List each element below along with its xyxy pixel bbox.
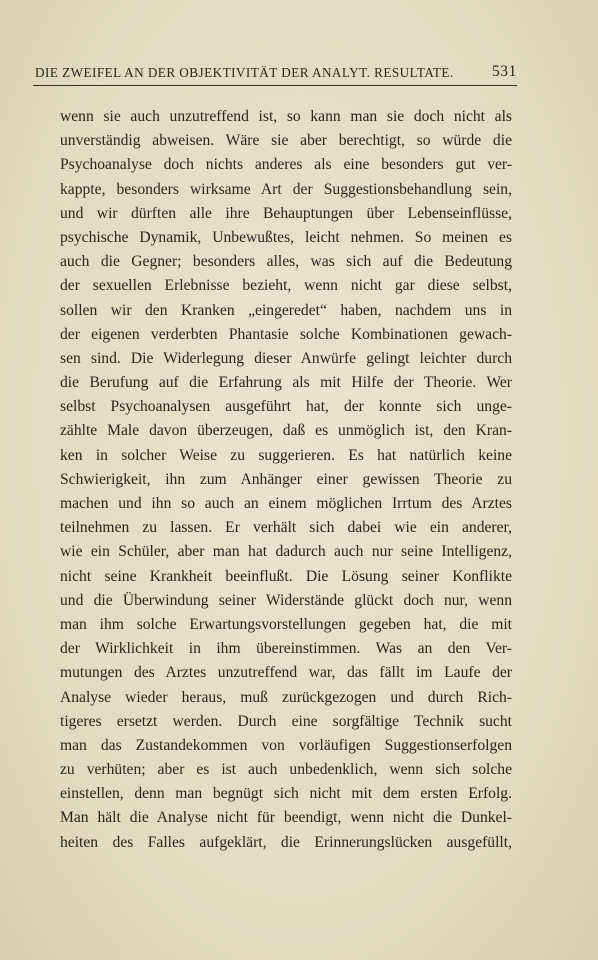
text-line: unverständig abweisen. Wäre sie aber berechtigt, so würde die: [60, 132, 512, 150]
text-line: sen sind. Die Widerlegung dieser Anwürfe gelingt leichter durch: [60, 349, 512, 367]
text-line: Psychoanalyse doch nichts anderes als eine besonders gut ver-: [60, 156, 512, 174]
text-line: wie ein Schüler, aber man hat dadurch auch nur seine Intelligenz,: [60, 543, 512, 561]
text-line: die Berufung auf die Erfahrung als mit Hilfe der Theorie. Wer: [60, 374, 512, 392]
text-line: Schwierigkeit, ihn zum Anhänger einer gewissen Theorie zu: [60, 470, 512, 488]
text-line: tigeres ersetzt werden. Durch eine sorgfältige Technik sucht: [60, 712, 512, 730]
text-line: machen und ihn so auch an einem möglichen Irrtum des Arztes: [60, 495, 512, 512]
text-line: und die Überwindung seiner Widerstände glückt doch nur, wenn: [60, 591, 512, 609]
text-line: man ihm solche Erwartungsvorstellungen gegeben hat, die mit: [60, 615, 512, 633]
running-title: DIE ZWEIFEL AN DER OBJEKTIVITÄT DER ANALYT. RESULTATE.: [35, 65, 454, 80]
text-line: selbst Psychoanalysen ausgeführt hat, der konnte sich unge-: [60, 398, 512, 416]
text-line: zu verhüten; aber es ist auch unbedenklich, wenn sich solche: [60, 761, 512, 779]
text-line: auch die Gegner; besonders alles, was sich auf die Bedeutung: [60, 253, 512, 271]
body-text: [60, 105, 512, 855]
text-line: kappte, besonders wirksame Art der Suggestionsbehandlung sein,: [60, 180, 512, 198]
text-line: nicht seine Krankheit beeinflußt. Die Lösung seiner Konflikte: [60, 567, 512, 585]
text-line: und wir dürften alle ihre Behauptungen über Lebenseinflüsse,: [60, 204, 512, 222]
text-line: zählte Male davon überzeugen, daß es unmöglich ist, den Kran-: [60, 422, 512, 440]
text-line: der sexuellen Erlebnisse bezieht, wenn nicht gar diese selbst,: [60, 277, 512, 295]
text-line: wenn sie auch unzutreffend ist, so kann man sie doch nicht als: [60, 108, 512, 125]
text-line: teilnehmen zu lassen. Er verhält sich dabei wie ein anderer,: [60, 519, 512, 537]
header-rule: [33, 85, 517, 86]
text-line: der eigenen verderbten Phantasie solche Kombinationen gewach-: [60, 325, 512, 343]
text-line: der Wirklichkeit in ihm übereinstimmen. Was an den Ver-: [60, 640, 512, 658]
text-line: Analyse wieder heraus, muß zurückgezogen und durch Rich-: [60, 688, 512, 706]
text-line: heiten des Falles aufgeklärt, die Erinnerungslücken ausgefüllt,: [60, 833, 512, 851]
text-line: einstellen, denn man begnügt sich nicht mit dem ersten Erfolg.: [60, 785, 512, 803]
text-line: Man hält die Analyse nicht für beendigt, wenn nicht die Dunkel-: [60, 809, 512, 827]
text-line: mutungen des Arztes unzutreffend war, das fällt im Laufe der: [60, 664, 512, 682]
text-line: sollen wir den Kranken „eingeredet“ haben, nachdem uns in: [60, 301, 512, 319]
running-head: [35, 62, 517, 82]
text-line: psychische Dynamik, Unbewußtes, leicht nehmen. So meinen es: [60, 228, 512, 246]
text-line: ken in solcher Weise zu suggerieren. Es hat natürlich keine: [60, 446, 512, 464]
text-line: man das Zustandekommen von vorläufigen Suggestionserfolgen: [60, 736, 512, 754]
page-number: 531: [491, 63, 517, 80]
